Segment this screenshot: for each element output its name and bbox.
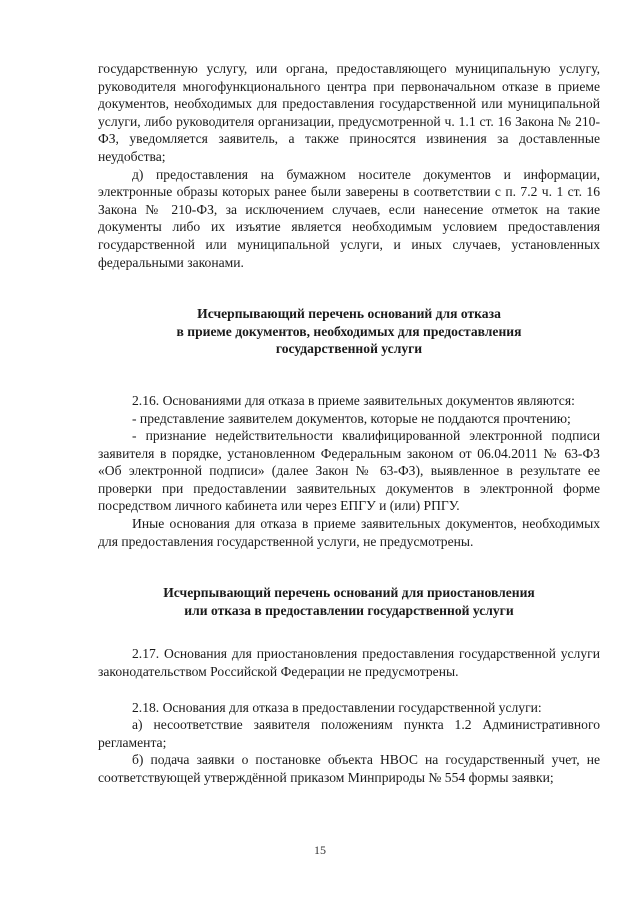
paragraph-item-b: б) подача заявки о постановке объекта НВОС на государственный учет, не соответствующей утверждённой приказом Минприроды № 554 формы заявки; [98,752,600,785]
heading-line: Исчерпывающий перечень оснований для приостановления [163,585,535,601]
paragraph-invalid-signature: - признание недействительности квалифицированной электронной подписи заявителя в порядке, установленном Федеральным законом от 06.04.2011 № 63-ФЗ «Об электронной подписи» (далее Закон № 63-ФЗ), выявленное в результате ее проверки при предоставлении заявительных документов в электронной форме посредством личного кабинета или через ЕПГУ и (или) РПГУ. [98,428,600,514]
paragraph-other-grounds: Иные основания для отказа в приеме заявительных документов, необходимых для предоставления государственной услуги, не предусмотрены. [98,516,600,549]
page-number: 15 [314,843,326,857]
paragraph-2-16: 2.16. Основаниями для отказа в приеме заявительных документов являются: [132,392,575,408]
paragraph-2-18: 2.18. Основания для отказа в предоставлении государственной услуги: [132,699,542,715]
heading-line: в приеме документов, необходимых для предоставления [176,323,522,339]
paragraph-unreadable-docs: - представление заявителем документов, которые не поддаются прочтению; [132,410,571,426]
paragraph-item-a: а) несоответствие заявителя положениям пункта 1.2 Административного регламента; [98,717,600,750]
document-page [98,60,600,787]
paragraph-item-d: д) предоставления на бумажном носителе документов и информации, электронные образы которых ранее были заверены в соответствии с п. 7.2 ч. 1 ст. 16 Закона № 210-ФЗ, за исключением случаев, если нанесение отметок на такие документы либо их изъятие является необходимым условием предоставления государственной или муниципальной услуги, и иных случаев, установленных федеральными законами. [98,166,600,270]
heading-line: или отказа в предоставлении государственной услуги [184,602,514,618]
paragraph-notification-continuation: государственную услугу, или органа, предоставляющего муниципальную услугу, руководителя многофункционального центра при первоначальном отказе в приеме документов, необходимых для предоставления государственной или муниципальной услуги, либо руководителя организации, предусмотренной ч. 1.1 ст. 16 Закона № 210- ФЗ, уведомляется заявитель, а также приносятся извинения за доставленные неудобства; [98,61,600,164]
section-heading-refusal-acceptance [98,305,600,358]
section-heading-suspension-refusal [98,584,600,619]
paragraph-2-17: 2.17. Основания для приостановления предоставления государственной услуги законодательством Российской Федерации не предусмотрены. [98,646,600,680]
heading-line: Исчерпывающий перечень оснований для отказа [197,306,501,322]
heading-line: государственной услуги [275,341,423,357]
